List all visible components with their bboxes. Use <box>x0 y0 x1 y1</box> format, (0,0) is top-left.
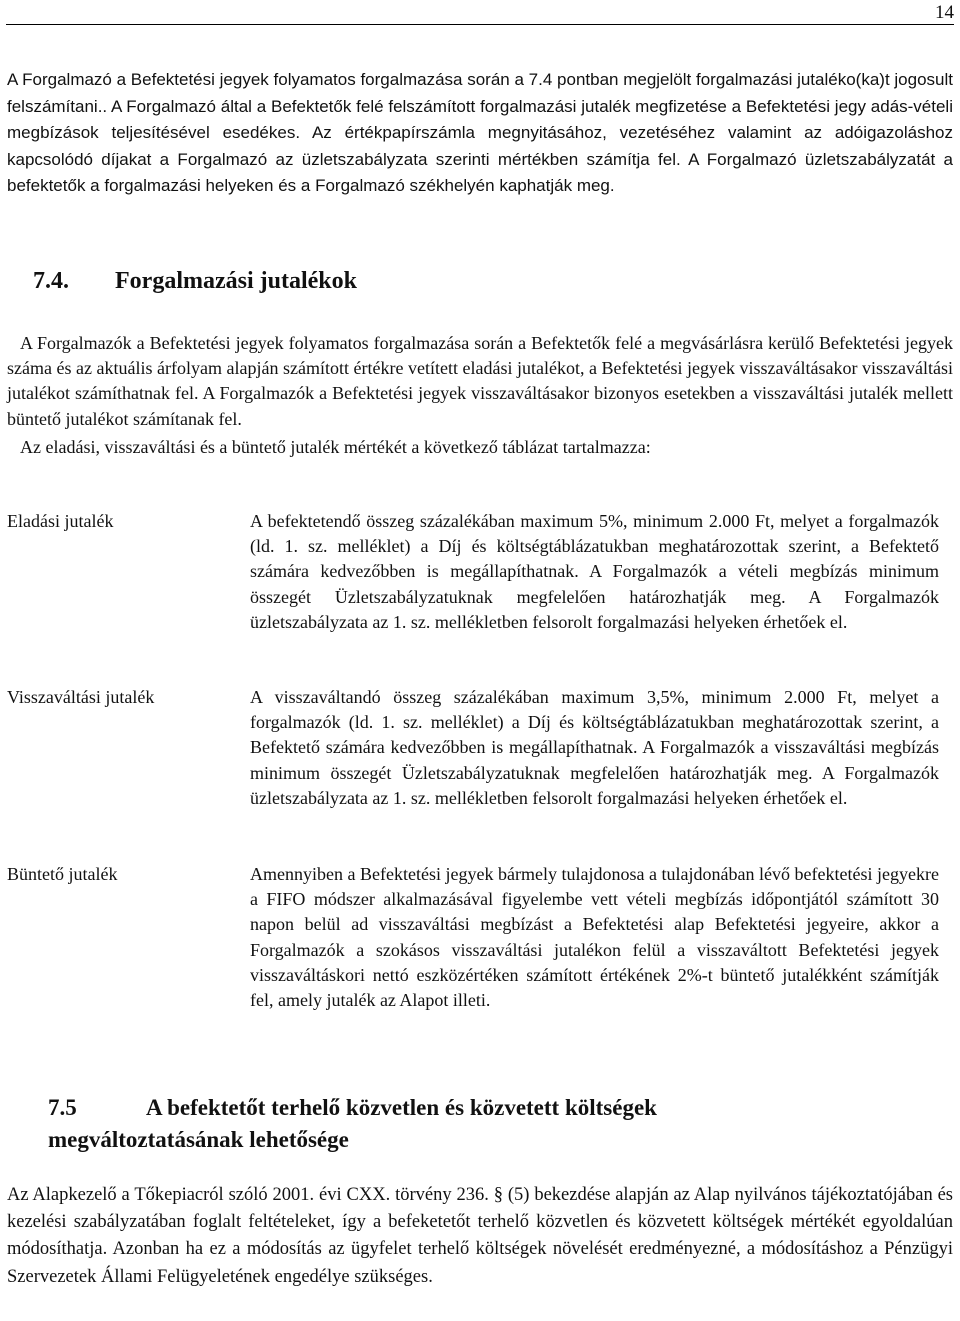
section-7-5-title-line1: A befektetőt terhelő közvetlen és közvetett költségek <box>146 1095 657 1120</box>
section-7-5-number: 7.5 <box>48 1095 77 1120</box>
fee-description: A befektetendő összeg százalékában maximum 5%, minimum 2.000 Ft, melyet a forgalmazók (ld. 1. sz. melléklet) a Díj és költségtáblázatukban meghatározottak szerint, a Befektető számára kedvezőbben is megállapíthatnak. A Forgalmazók a vételi megbízás minimum összegét Üzletszabályzatuknak megfelelően határozhatják meg. A Forgalmazók üzletszabályzata az 1. sz. mellékletben felsorolt forgalmazási helyeken érhetőek el. <box>250 511 939 632</box>
section-7-5-heading <box>48 1092 657 1156</box>
section-7-5-title-line2: megváltoztatásának lehetősége <box>48 1127 349 1152</box>
fee-description: A visszaváltandó összeg százalékában maximum 3,5%, minimum 2.000 Ft, melyet a forgalmazók (ld. 1. sz. melléklet) a Díj és költségtáblázatukban meghatározottak szerint, a Befektető számára kedvezőbben is megállapíthatnak. A Forgalmazók a visszaváltási megbízás minimum összegét Üzletszabályzatuknak megfelelően határozhatják meg. A Forgalmazók üzletszabályzata az 1. sz. mellékletben felsorolt forgalmazási helyeken érhetőek el. <box>250 687 939 808</box>
section-7-4-paragraph-text: A Forgalmazók a Befektetési jegyek folyamatos forgalmazása során a Befektetők felé a megvásárlásra kerülő Befektetési jegyek száma és az aktuális árfolyam alapján számított értékre vetített eladási jutalékot, a Befektetési jegyek visszaváltásakor visszaváltási jutalékot számíthatnak fel. A Forgalmazók a Befektetési jegyek visszaváltásakor bizonyos esetekben a visszaváltási jutalék mellett büntető jutalékot számítanak fel. <box>7 333 953 429</box>
header-rule <box>6 24 954 25</box>
fee-label: Visszaváltási jutalék <box>7 687 155 707</box>
page-number: 14 <box>935 2 954 23</box>
intro-paragraph: A Forgalmazó a Befektetési jegyek folyamatos forgalmazása során a 7.4 pontban megjelölt forgalmazási jutaléko(ka)t jogosult felszámítani.. A Forgalmazó által a Befektetők felé felszámított forgalmazási jutalék megfizetése a Befektetési jegy adás-vételi megbízások teljesítésével esedékes. Az értékpapírszámla megnyitásához, vezetéséhez valamint az adóigazoláshoz kapcsolódó díjakat a Forgalmazó az üzletszabályzata szerinti mértékben számítja fel. A Forgalmazó üzletszabályzatát a befektetők a forgalmazási helyeken és a Forgalmazó székhelyén kaphatják meg. <box>7 70 953 195</box>
fee-label: Büntető jutalék <box>7 864 118 884</box>
fee-table-intro: Az eladási, visszaváltási és a büntető jutalék mértékét a következő táblázat tartalmazza: <box>20 437 651 457</box>
section-7-4-heading <box>33 268 357 295</box>
section-7-4-title: Forgalmazási jutalékok <box>115 268 357 294</box>
section-7-4-paragraph <box>7 331 953 432</box>
section-7-5-paragraph: Az Alapkezelő a Tőkepiacról szóló 2001. évi CXX. törvény 236. § (5) bekezdése alapján az Alap nyilvános tájékoztatójában és kezelési szabályzatában foglalt feltételeket, így a befeketetőt terhelő közvetlen és közvetett költségek mértékét egyoldalúan módosíthatja. Azonban ha ez a módosítás az ügyfelet terhelő költségek növelését eredményezné, a módosításhoz a Pénzügyi Szervezetek Állami Felügyeletének engedélye szükséges. <box>7 1185 953 1287</box>
fee-label: Eladási jutalék <box>7 511 114 531</box>
section-7-4-number: 7.4. <box>33 268 69 294</box>
fee-description: Amennyiben a Befektetési jegyek bármely tulajdonosa a tulajdonában lévő befektetési jegyekre a FIFO módszer alkalmazásával figyelembe vett vételi megbízás időpontjától számított 30 napon belül ad visszaváltási megbízást a Befektetési alap Befektetési jegyeire, akkor a Forgalmazók a szokásos visszaváltási jutalékon felül a visszaváltott Befektetési jegyek visszaváltáskori nettó eszközértéken számított értékének 2%-t büntető jutalékként számítják fel, amely jutalék az Alapot illeti. <box>250 864 939 1011</box>
